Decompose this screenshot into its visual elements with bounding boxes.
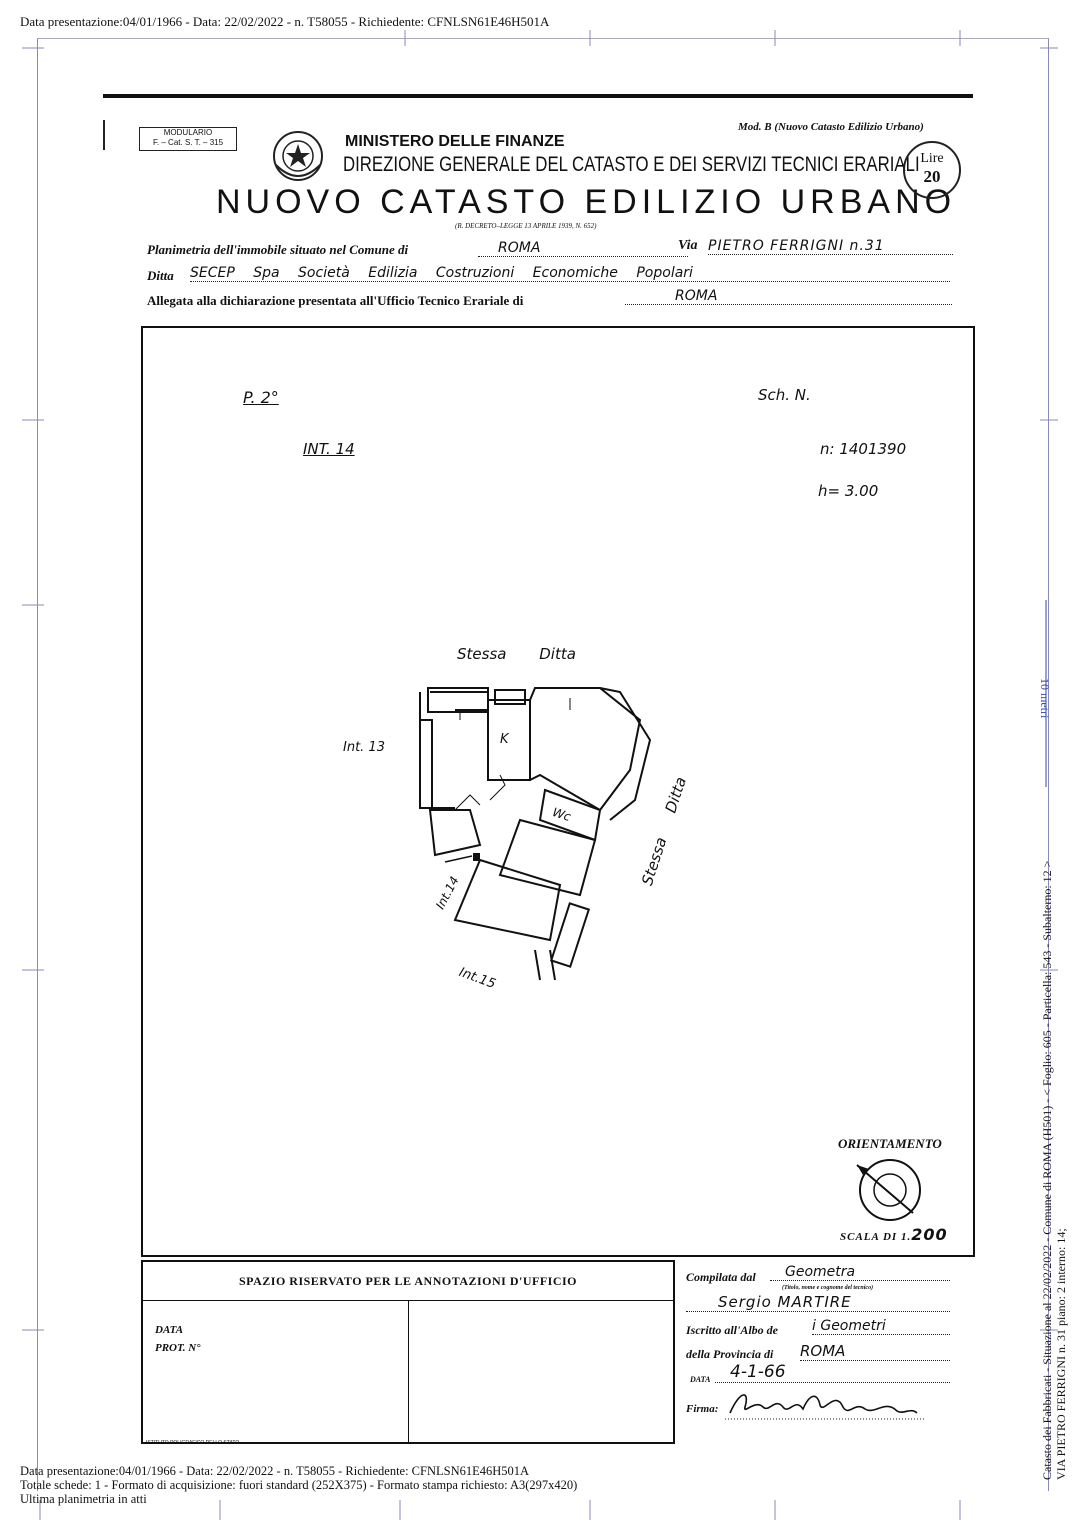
entrance-mark: [473, 853, 480, 861]
direction: DIREZIONE GENERALE DEL CATASTO E DEI SERVIZI TECNICI ERARIALI: [343, 153, 920, 176]
planimetria-label: Planimetria dell'immobile situato nel Comune di: [147, 242, 409, 257]
emblem-icon: [268, 125, 328, 187]
ministry: MINISTERO DELLE FINANZE: [345, 133, 565, 150]
via-value: PIETRO FERRIGNI n.31: [708, 238, 953, 255]
header-line: Data presentazione:04/01/1966 - Data: 22/02/2022 - n. T58055 - Richiedente: CFNLSN61E46H501A: [20, 14, 550, 29]
ditta-value: SECEP Spa Società Edilizia Costruzioni Economiche Popolari: [190, 265, 950, 282]
ufficio-value: ROMA: [625, 288, 952, 305]
north-neighbor-label: Stessa Ditta: [457, 645, 576, 663]
kitchen-window: [495, 690, 525, 704]
room-wc-label: Wc: [550, 805, 573, 825]
numero-label: n: 1401390: [820, 440, 907, 458]
ditta-label: Ditta: [147, 268, 174, 283]
side-line-1: Catasto dei Fabbricati - Situazione al 22/02/2022 - Comune di ROMA (H501) - < Foglio: 605 - Particella: 543 - Subalterno: 12 >: [1040, 860, 1054, 1480]
interno-label: INT. 14: [303, 440, 355, 458]
provincia-label: della Provincia di: [686, 1347, 774, 1361]
side-caption: [1040, 861, 1068, 1480]
titolo-note: (Titolo, nome e cognome del tecnico): [782, 1285, 874, 1291]
printer-label: ISTITUTO POLIGRAFICO DELLO STATO: [146, 1440, 240, 1446]
tecnico-nome: Sergio MARTIRE: [686, 1293, 950, 1312]
scala-value: 200: [911, 1225, 948, 1244]
decree: (R. DECRETO–LEGGE 13 APRILE 1939, N. 652): [455, 222, 597, 230]
office-data-label: DATA: [155, 1324, 184, 1336]
lire-value: 20: [923, 167, 941, 186]
office-title: SPAZIO RISERVATO PER LE ANNOTAZIONI D'UFFICIO: [143, 1262, 673, 1301]
int14-label: Int.14: [433, 874, 462, 912]
scala-prefix: SCALA DI 1.: [840, 1231, 912, 1243]
mod-b: Mod. B (Nuovo Catasto Edilizio Urbano): [738, 121, 924, 133]
altezza-label: h= 3.00: [818, 482, 879, 500]
east-neighbor-label: Stessa Ditta: [638, 774, 691, 888]
firma-label: Firma:: [686, 1403, 719, 1415]
office-divider: [408, 1300, 409, 1442]
entrance-arrow: [445, 856, 472, 862]
document-title: NUOVO CATASTO EDILIZIO URBANO: [216, 183, 957, 221]
lower-balcony: [551, 903, 589, 966]
via-label: Via: [678, 238, 698, 253]
compass-icon: [845, 1155, 935, 1225]
wall-stub-1: [535, 950, 540, 980]
orientamento-label: ORIENTAMENTO: [838, 1136, 942, 1151]
wall-room-bedroom: [500, 820, 595, 895]
office-prot-label: PROT. N°: [155, 1342, 201, 1354]
wall-balcony-1: [430, 692, 488, 710]
lire-label: Lire: [920, 151, 944, 166]
piano-label: P. 2°: [243, 388, 279, 407]
lire-stamp: [903, 141, 961, 199]
albo-value: i Geometri: [812, 1318, 950, 1335]
wall-inner-left: [420, 720, 432, 810]
wall-left-room: [420, 692, 455, 808]
footer-line-1: Data presentazione:04/01/1966 - Data: 22/02/2022 - n. T58055 - Richiedente: CFNLSN61E46H501A: [20, 1464, 530, 1478]
scheda-label: Sch. N.: [758, 386, 811, 404]
modulario-code: F. – Cat. S. T. – 315: [152, 138, 224, 147]
floor-plan: [400, 680, 670, 1000]
compiler-data-label: DATA: [690, 1375, 711, 1384]
sheet-top-border: [103, 94, 973, 98]
titolo-value: Geometra: [770, 1264, 950, 1281]
wall-right-room: [530, 688, 640, 810]
wall-room-lower: [455, 860, 560, 940]
int13-label: Int. 13: [343, 740, 385, 755]
compiler-data-value: 4-1-66: [715, 1362, 950, 1383]
footer: [20, 1464, 577, 1506]
wall-corridor: [430, 810, 480, 855]
scale-10m-label: 10 metri: [1038, 678, 1052, 719]
wall-kitchen: [488, 700, 530, 780]
footer-line-3: Ultima planimetria in atti: [20, 1492, 147, 1506]
side-line-2: VIA PIETRO FERRIGNI n. 31 piano: 2 interno: 14;: [1054, 1228, 1068, 1480]
comune-value: ROMA: [478, 240, 688, 257]
signature: [725, 1385, 925, 1425]
modulario-box: [139, 127, 237, 151]
compilata-label: Compilata dal: [686, 1270, 756, 1284]
allegata-label: Allegata alla dichiarazione presentata all'Ufficio Tecnico Erariale di: [147, 293, 524, 308]
provincia-value: ROMA: [800, 1342, 950, 1361]
sheet-left-mark: [103, 120, 105, 150]
iscritto-label: Iscritto all'Albo de: [686, 1323, 779, 1337]
int15-label: Int.15: [456, 965, 498, 993]
office-box: [141, 1260, 675, 1444]
footer-line-2: Totale schede: 1 - Formato di acquisizione: fuori standard (252X375) - Formato stampa richiesto: A3(297x420): [20, 1478, 578, 1492]
room-k-label: K: [500, 732, 509, 747]
modulario-title: MODULARIO: [163, 128, 213, 137]
scala-label: [840, 1225, 948, 1244]
